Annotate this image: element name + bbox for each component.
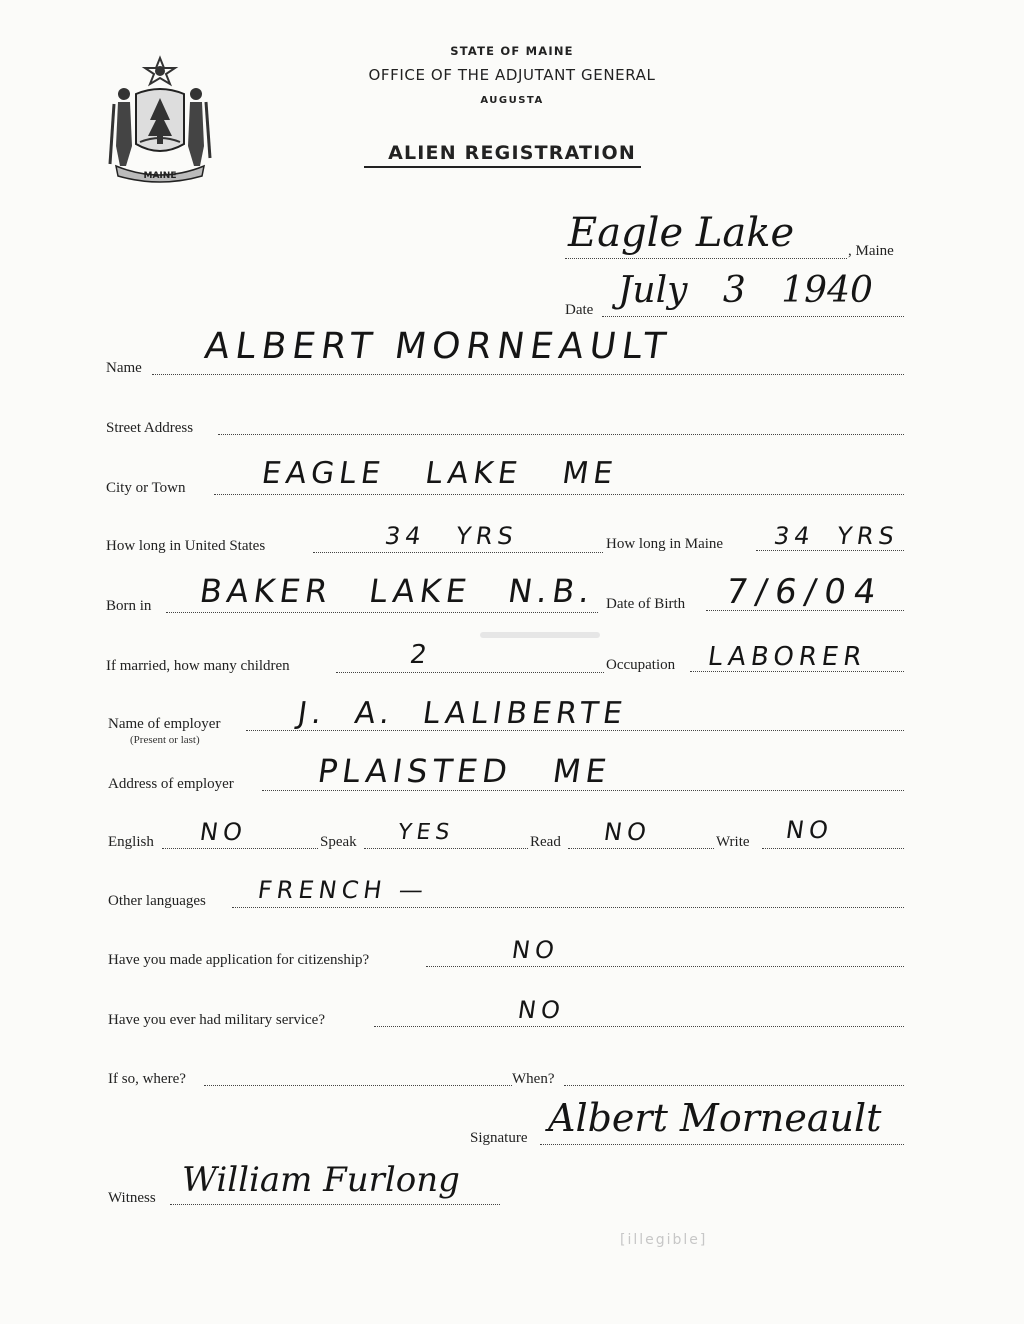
how-long-maine-line: [756, 550, 904, 551]
city-line: [214, 494, 904, 495]
dob-value: 7/6/04: [723, 572, 887, 612]
how-long-us-value: 34 YRS: [383, 522, 520, 550]
town-line: [565, 258, 847, 259]
maine-label: , Maine: [848, 243, 894, 259]
form-title: ALIEN REGISTRATION: [388, 142, 636, 164]
signature-line: [540, 1144, 904, 1145]
witness-label: Witness: [108, 1190, 156, 1206]
write-label: Write: [716, 834, 750, 850]
name-value: ALBERT MORNEAULT: [202, 326, 674, 367]
english-label: English: [108, 834, 154, 850]
born-in-line: [166, 612, 598, 613]
citizenship-line: [426, 966, 904, 967]
born-in-label: Born in: [106, 598, 152, 614]
signature-value: Albert Morneault: [548, 1096, 882, 1140]
employer-address-label: Address of employer: [108, 776, 234, 792]
how-long-us-label: How long in United States: [106, 538, 266, 554]
citizenship-label: Have you made application for citizenship?: [108, 952, 370, 968]
office-heading: OFFICE OF THE ADJUTANT GENERAL: [368, 66, 656, 84]
other-languages-value: FRENCH —: [256, 876, 430, 904]
children-line: [336, 672, 604, 673]
occupation-value: LABORER: [705, 642, 869, 672]
born-in-value: BAKER LAKE N.B.: [197, 572, 598, 610]
other-languages-label: Other languages: [108, 893, 206, 909]
date-value: July 3 1940: [618, 270, 873, 311]
state-heading: STATE OF MAINE: [450, 44, 574, 58]
paper-smudge: [480, 632, 600, 638]
other-languages-line: [232, 907, 904, 908]
read-value: NO: [602, 818, 653, 846]
footer-stamp: [illegible]: [620, 1232, 708, 1248]
dob-label: Date of Birth: [606, 596, 686, 612]
when-line: [564, 1085, 904, 1086]
city-value: EAGLE LAKE ME: [259, 456, 620, 491]
date-label: Date: [565, 302, 594, 318]
write-value: NO: [784, 816, 835, 844]
how-long-maine-value: 34 YRS: [772, 522, 901, 550]
when-label: When?: [512, 1071, 555, 1087]
city-heading: AUGUSTA: [480, 95, 544, 106]
where-line: [204, 1085, 512, 1086]
city-label: City or Town: [106, 480, 186, 496]
street-line: [218, 434, 904, 435]
occupation-label: Occupation: [606, 657, 676, 673]
witness-line: [170, 1204, 500, 1205]
street-label: Street Address: [106, 420, 194, 436]
military-line: [374, 1026, 904, 1027]
english-value: NO: [198, 818, 249, 846]
write-line: [762, 848, 904, 849]
where-label: If so, where?: [108, 1071, 186, 1087]
title-underline: [364, 166, 641, 168]
seal-banner-text: MAINE: [143, 171, 177, 181]
married-label: If married, how many children: [106, 658, 290, 674]
read-line: [568, 848, 714, 849]
children-value: 2: [407, 640, 434, 670]
citizenship-value: NO: [510, 936, 561, 964]
name-line: [152, 374, 904, 375]
town-value: Eagle Lake: [568, 210, 795, 256]
witness-value: William Furlong: [182, 1160, 460, 1200]
name-label: Name: [106, 360, 142, 376]
military-label: Have you ever had military service?: [108, 1012, 325, 1028]
english-line: [162, 848, 318, 849]
read-label: Read: [530, 834, 561, 850]
signature-label: Signature: [470, 1130, 528, 1146]
employer-value: J. A. LALIBERTE: [295, 696, 630, 731]
speak-value: YES: [396, 820, 457, 845]
employer-address-line: [262, 790, 904, 791]
how-long-maine-label: How long in Maine: [606, 536, 724, 552]
how-long-us-line: [313, 552, 603, 553]
employer-label: Name of employer: [108, 716, 221, 732]
speak-label: Speak: [320, 834, 357, 850]
date-line: [602, 316, 904, 317]
employer-address-value: PLAISTED ME: [315, 752, 614, 790]
speak-line: [364, 848, 528, 849]
military-value: NO: [516, 996, 567, 1024]
employer-sublabel: (Present or last): [130, 734, 200, 746]
